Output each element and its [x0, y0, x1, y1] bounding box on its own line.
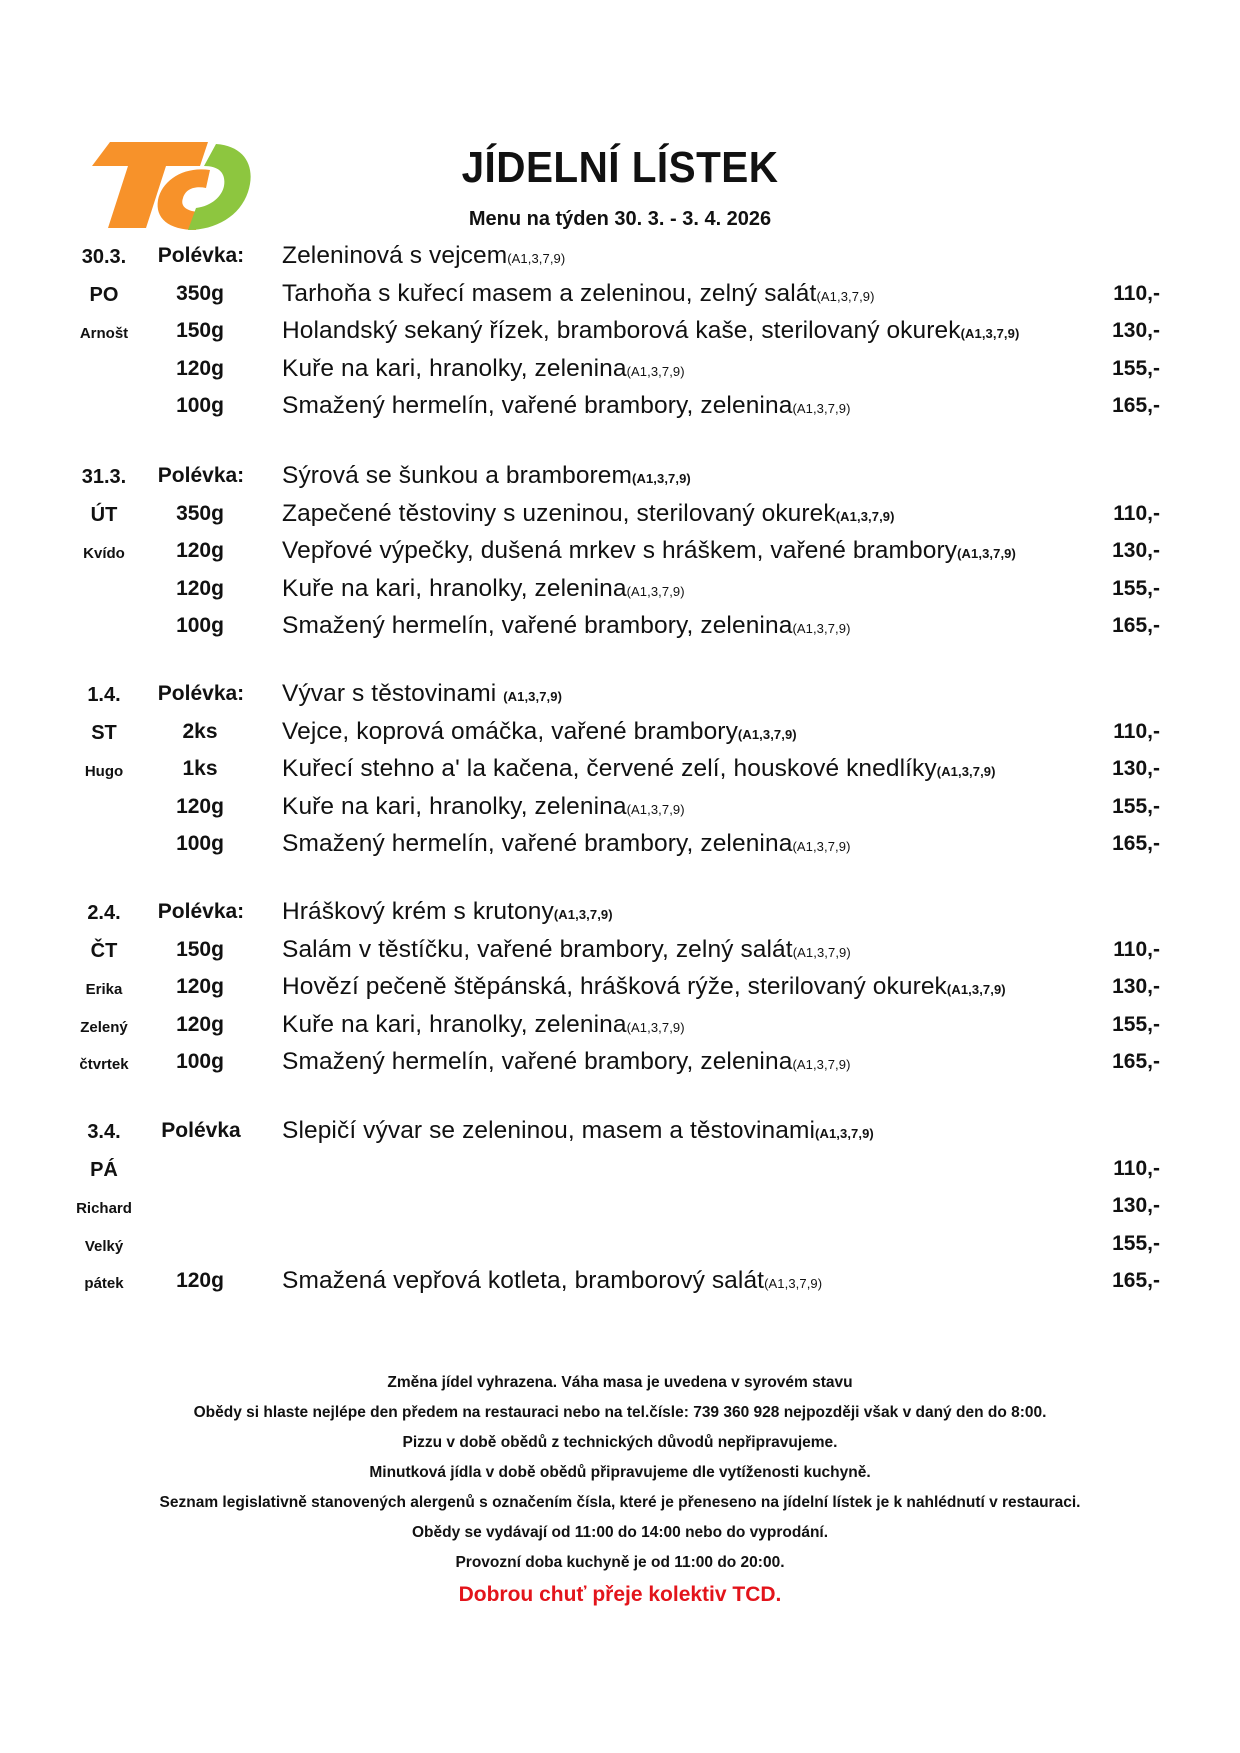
day-nameday: Kvído	[83, 545, 125, 562]
day-note: pátek	[84, 1275, 124, 1292]
meal-name: Holandský sekaný řízek, bramborová kaše, sterilovaný okurek	[282, 317, 961, 344]
meal-name: Salám v těstíčku, vařené brambory, zelný salát	[282, 935, 793, 963]
day-nameday: Hugo	[84, 763, 124, 780]
allergen-codes: (A1,3,7,9)	[553, 907, 613, 922]
meal-row	[0, 1011, 1240, 1045]
week-subtitle: Menu na týden 30. 3. - 3. 4. 2026	[468, 208, 772, 230]
footer-note: Obědy si hlaste nejlépe den předem na restauraci nebo na tel.čísle: 739 360 928 nejpozději však v daný den do 8:00.	[193, 1404, 1047, 1421]
allergen-codes: (A1,3,7,9)	[792, 839, 851, 854]
meal-name: Zapečené těstoviny s uzeninou, sterilovaný okurek	[282, 499, 836, 527]
day-nameday: Richard	[76, 1200, 132, 1217]
meal-row	[0, 1048, 1240, 1082]
meal-quantity: 120g	[176, 975, 224, 998]
soup-row	[0, 898, 1240, 932]
meal-quantity: 100g	[176, 614, 224, 637]
page-title: JÍDELNÍ LÍSTEK	[461, 143, 779, 192]
allergen-codes: (A1,3,7,9)	[626, 801, 685, 817]
day-weekday: ÚT	[90, 503, 118, 526]
meal-price: 110,-	[1113, 937, 1160, 961]
footer-note: Provozní doba kuchyně je od 11:00 do 20:00.	[455, 1554, 785, 1571]
allergen-codes: (A1,3,7,9)	[815, 1126, 874, 1141]
meal-row	[0, 1267, 1240, 1301]
meal-quantity: 100g	[176, 832, 224, 855]
soup-label: Polévka	[161, 1119, 241, 1142]
meal-quantity: 1ks	[182, 757, 218, 780]
meal-price: 130,-	[1112, 757, 1160, 780]
allergen-codes: (A1,3,7,9)	[503, 689, 563, 704]
soup-name: Hráškový krém s krutony	[282, 898, 554, 925]
allergen-codes: (A1,3,7,9)	[792, 1057, 851, 1072]
meal-row	[0, 755, 1240, 789]
meal-name: Vepřové výpečky, dušená mrkev s hráškem, vařené brambory	[282, 537, 958, 564]
soup-row	[0, 1117, 1240, 1151]
meal-price: 130,-	[1112, 1194, 1160, 1217]
meal-price: 110,-	[1113, 501, 1160, 525]
meal-quantity: 350g	[176, 501, 224, 525]
day-weekday: ST	[91, 721, 117, 744]
meal-row	[0, 973, 1240, 1007]
meal-name: Smažený hermelín, vařené brambory, zelenina	[282, 612, 793, 639]
meal-quantity: 120g	[176, 1269, 224, 1292]
meal-row	[0, 1155, 1240, 1189]
day-nameday: Erika	[85, 981, 123, 998]
meal-price: 110,-	[1113, 281, 1160, 305]
footer-note: Pizzu v době obědů z technických důvodů nepřipravujeme.	[402, 1434, 838, 1451]
day-date: 1.4.	[87, 684, 121, 706]
meal-name: Smažený hermelín, vařené brambory, zelenina	[282, 392, 793, 419]
meal-row	[0, 612, 1240, 646]
day-note: Zelený	[80, 1018, 128, 1036]
meal-row	[0, 793, 1240, 827]
meal-name: Kuře na kari, hranolky, zelenina	[282, 574, 627, 602]
soup-label: Polévka:	[157, 682, 245, 705]
meal-row	[0, 1230, 1240, 1264]
meal-price: 155,-	[1112, 576, 1160, 600]
meal-quantity: 100g	[176, 394, 224, 417]
footer-note: Minutková jídla v době obědů připravujeme dle vytíženosti kuchyně.	[369, 1464, 871, 1481]
allergen-codes: (A1,3,7,9)	[632, 471, 691, 486]
meal-name: Kuře na kari, hranolky, zelenina	[282, 792, 627, 820]
meal-price: 110,-	[1113, 1156, 1160, 1180]
meal-quantity: 100g	[176, 1050, 224, 1073]
soup-row	[0, 680, 1240, 714]
meal-row	[0, 718, 1240, 752]
meal-row	[0, 830, 1240, 864]
day-note: čtvrtek	[79, 1056, 129, 1073]
meal-name: Vejce, koprová omáčka, vařené brambory	[282, 717, 738, 745]
meal-price: 165,-	[1112, 394, 1160, 417]
day-date: 2.4.	[87, 902, 121, 924]
closing-message: Dobrou chuť přeje kolektiv TCD.	[458, 1583, 782, 1606]
meal-name: Kuře na kari, hranolky, zelenina	[282, 1010, 627, 1038]
day-nameday: Arnošt	[79, 325, 129, 342]
meal-price: 155,-	[1112, 1012, 1160, 1036]
meal-name: Kuře na kari, hranolky, zelenina	[282, 354, 627, 382]
footer-note: Seznam legislativně stanovených alergenů s označením čísla, které je přeneseno na jídelní lístek je k nahlédnutí v restauraci.	[159, 1494, 1081, 1511]
meal-row	[0, 936, 1240, 970]
meal-quantity: 120g	[176, 576, 224, 600]
meal-quantity: 150g	[176, 937, 224, 961]
soup-name: Zeleninová s vejcem	[282, 242, 508, 269]
soup-label: Polévka:	[157, 464, 245, 487]
footer-note: Obědy se vydávají od 11:00 do 14:00 nebo do vyprodání.	[411, 1524, 829, 1541]
soup-name: Vývar s těstovinami	[282, 680, 504, 707]
meal-quantity: 350g	[176, 281, 224, 305]
day-date: 3.4.	[87, 1121, 121, 1143]
footer-note: Změna jídel vyhrazena. Váha masa je uvedena v syrovém stavu	[387, 1374, 853, 1391]
meal-row	[0, 537, 1240, 571]
soup-name: Slepičí vývar se zeleninou, masem a těstovinami	[282, 1117, 816, 1144]
meal-price: 155,-	[1112, 794, 1160, 818]
allergen-codes: (A1,3,7,9)	[764, 1276, 823, 1291]
meal-quantity: 120g	[176, 794, 224, 818]
allergen-codes: (A1,3,7,9)	[936, 764, 996, 779]
meal-name: Smažený hermelín, vařené brambory, zelenina	[282, 830, 793, 857]
allergen-codes: (A1,3,7,9)	[507, 251, 566, 266]
soup-row	[0, 242, 1240, 276]
meal-quantity: 120g	[176, 539, 224, 562]
allergen-codes: (A1,3,7,9)	[792, 944, 851, 960]
soup-name: Sýrová se šunkou a bramborem	[282, 462, 633, 489]
meal-price: 165,-	[1112, 832, 1160, 855]
meal-row	[0, 500, 1240, 534]
meal-price: 130,-	[1112, 319, 1160, 342]
allergen-codes: (A1,3,7,9)	[816, 288, 875, 304]
meal-quantity: 2ks	[182, 719, 218, 743]
meal-price: 155,-	[1112, 1231, 1160, 1255]
meal-name: Smažený hermelín, vařené brambory, zelenina	[282, 1048, 793, 1075]
allergen-codes: (A1,3,7,9)	[626, 363, 685, 379]
meal-price: 110,-	[1113, 719, 1160, 743]
meal-price: 130,-	[1112, 539, 1160, 562]
meal-quantity: 120g	[176, 356, 224, 380]
meal-row	[0, 1192, 1240, 1226]
allergen-codes: (A1,3,7,9)	[957, 546, 1016, 561]
meal-name: Hovězí pečeně štěpánská, hrášková rýže, sterilovaný okurek	[282, 973, 947, 1000]
meal-name: Kuřecí stehno a' la kačena, červené zelí, houskové knedlíky	[282, 755, 937, 782]
day-note: Velký	[84, 1237, 124, 1255]
allergen-codes: (A1,3,7,9)	[737, 726, 797, 742]
meal-quantity: 150g	[176, 319, 224, 342]
footer-notes	[0, 1368, 1240, 1612]
meal-row	[0, 355, 1240, 389]
meal-name: Tarhoňa s kuřecí masem a zeleninou, zelný salát	[282, 279, 817, 307]
day-date: 31.3.	[81, 466, 127, 488]
meal-price: 155,-	[1112, 356, 1160, 380]
meal-price: 165,-	[1112, 1050, 1160, 1073]
meal-price: 165,-	[1112, 1269, 1160, 1292]
meal-quantity: 120g	[176, 1012, 224, 1036]
meal-name: Smažená vepřová kotleta, bramborový salát	[282, 1267, 765, 1294]
meal-price: 165,-	[1112, 614, 1160, 637]
day-weekday: ČT	[90, 939, 118, 962]
allergen-codes: (A1,3,7,9)	[792, 401, 851, 416]
soup-label: Polévka:	[157, 900, 245, 923]
allergen-codes: (A1,3,7,9)	[946, 982, 1006, 997]
meal-row	[0, 280, 1240, 314]
soup-row	[0, 462, 1240, 496]
allergen-codes: (A1,3,7,9)	[792, 621, 851, 636]
meal-price: 130,-	[1112, 975, 1160, 998]
day-date: 30.3.	[81, 246, 127, 268]
allergen-codes: (A1,3,7,9)	[626, 1019, 685, 1035]
meal-row	[0, 575, 1240, 609]
allergen-codes: (A1,3,7,9)	[626, 583, 685, 599]
meal-row	[0, 392, 1240, 426]
meal-row	[0, 317, 1240, 351]
soup-label: Polévka:	[157, 244, 245, 267]
allergen-codes: (A1,3,7,9)	[960, 326, 1020, 341]
day-weekday: PÁ	[90, 1158, 118, 1181]
day-weekday: PO	[89, 283, 119, 306]
allergen-codes: (A1,3,7,9)	[835, 508, 895, 524]
